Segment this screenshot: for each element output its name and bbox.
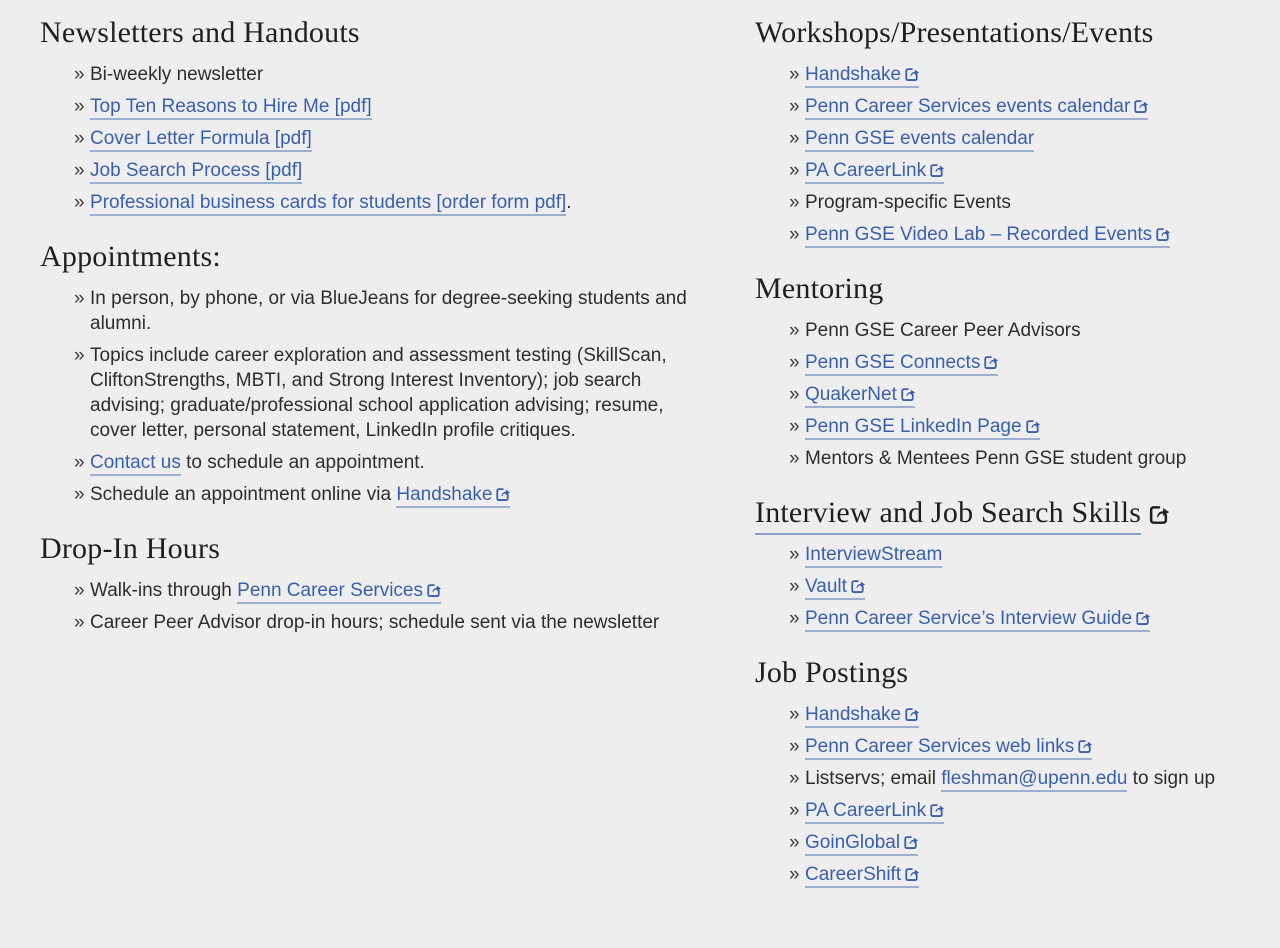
list-bullet-icon: » (789, 64, 800, 85)
list-item (789, 158, 1240, 183)
external-link-icon (1148, 503, 1169, 524)
list-bullet-icon: » (789, 704, 800, 725)
list-bullet-icon: » (74, 580, 85, 601)
link-text: Penn Career Services (237, 580, 424, 601)
list-item (74, 578, 711, 603)
section-heading: Drop-In Hours (40, 532, 221, 565)
section-heading-text: Interview and Job Search Skills (755, 496, 1141, 535)
list-item (789, 382, 1240, 407)
section-heading: Mentoring (755, 272, 884, 305)
link-text: Handshake (805, 704, 902, 725)
external-link-icon (904, 866, 919, 881)
section-list (40, 286, 711, 507)
link-text: Top Ten Reasons to Hire Me [pdf] (90, 96, 372, 117)
external-link-icon (904, 66, 919, 81)
link-text: Handshake (396, 484, 493, 505)
text-segment: . (566, 192, 572, 213)
link[interactable] (90, 192, 566, 216)
external-link-icon (426, 582, 441, 597)
list-item (789, 862, 1240, 887)
link[interactable] (90, 128, 312, 152)
list-bullet-icon: » (789, 864, 800, 885)
list-item (789, 446, 1240, 471)
external-link-icon (900, 386, 915, 401)
link[interactable] (805, 608, 1150, 632)
link[interactable] (805, 576, 865, 600)
list-bullet-icon: » (789, 736, 800, 757)
link[interactable] (396, 484, 510, 508)
external-link-icon (1135, 610, 1150, 625)
link[interactable] (805, 800, 944, 824)
link[interactable] (805, 416, 1040, 440)
list-bullet-icon: » (74, 128, 85, 149)
text-segment: to sign up (1127, 768, 1216, 789)
list-item (789, 798, 1240, 823)
section-heading: Newsletters and Handouts (40, 16, 360, 49)
link[interactable] (90, 96, 372, 120)
list-bullet-icon: » (789, 160, 800, 181)
link-text: Vault (805, 576, 847, 597)
text-segment: Topics include career exploration and assessment testing (SkillScan, CliftonStrengths, MBTI, and Strong Interest Inventory); job search advising; graduate/professional school application advising; resume, cover letter, personal statement, LinkedIn profile critiques. (90, 345, 667, 441)
list-item (74, 158, 711, 183)
section-list (755, 702, 1240, 887)
list-item (74, 94, 711, 119)
list-item (789, 574, 1240, 599)
link-text: GoinGlobal (805, 832, 901, 853)
link[interactable] (805, 128, 1034, 152)
list-bullet-icon: » (789, 576, 800, 597)
list-item (74, 482, 711, 507)
external-link-icon (1025, 418, 1040, 433)
link-text: Penn GSE Connects (805, 352, 981, 373)
list-bullet-icon: » (789, 768, 800, 789)
list-item (789, 350, 1240, 375)
section-heading (755, 496, 1240, 530)
external-link-icon (904, 706, 919, 721)
link-text: fleshman@upenn.edu (941, 768, 1128, 789)
link[interactable] (805, 224, 1170, 248)
external-link-icon (929, 802, 944, 817)
list-item (74, 610, 711, 635)
link-text: Penn GSE LinkedIn Page (805, 416, 1022, 437)
list-item (789, 766, 1240, 791)
link-text: Handshake (805, 64, 902, 85)
external-link-icon (983, 354, 998, 369)
text-segment: Mentors & Mentees Penn GSE student group (805, 448, 1187, 469)
link[interactable] (941, 768, 1127, 792)
list-bullet-icon: » (789, 352, 800, 373)
section-list (755, 542, 1240, 631)
list-item (789, 126, 1240, 151)
list-item (789, 606, 1240, 631)
link[interactable] (805, 544, 942, 568)
text-segment: Career Peer Advisor drop-in hours; schedule sent via the newsletter (90, 612, 660, 633)
list-bullet-icon: » (74, 484, 85, 505)
external-link-icon (903, 834, 918, 849)
list-bullet-icon: » (789, 320, 800, 341)
list-bullet-icon: » (74, 160, 85, 181)
link-text: Penn Career Services events calendar (805, 96, 1131, 117)
list-bullet-icon: » (74, 192, 85, 213)
link[interactable] (805, 736, 1092, 760)
list-item (74, 190, 711, 215)
list-bullet-icon: » (789, 224, 800, 245)
list-item (789, 62, 1240, 87)
list-bullet-icon: » (74, 64, 85, 85)
list-bullet-icon: » (789, 416, 800, 437)
link[interactable] (805, 704, 919, 728)
list-item (789, 94, 1240, 119)
section-list (40, 578, 711, 635)
list-bullet-icon: » (74, 288, 85, 309)
external-link-icon (850, 578, 865, 593)
link-text: QuakerNet (805, 384, 897, 405)
external-link-icon (495, 486, 510, 501)
list-bullet-icon: » (74, 345, 85, 366)
list-bullet-icon: » (789, 192, 800, 213)
link-text: Cover Letter Formula [pdf] (90, 128, 312, 149)
list-item (789, 190, 1240, 215)
text-segment: In person, by phone, or via BlueJeans for degree-seeking students and alumni. (90, 288, 687, 334)
external-link-icon (1077, 738, 1092, 753)
text-segment: Penn GSE Career Peer Advisors (805, 320, 1081, 341)
link[interactable] (90, 160, 302, 184)
text-segment: Program-specific Events (805, 192, 1011, 213)
list-bullet-icon: » (789, 800, 800, 821)
list-item (789, 222, 1240, 247)
link-text: Penn GSE events calendar (805, 128, 1035, 149)
list-bullet-icon: » (789, 384, 800, 405)
section-heading: Job Postings (755, 656, 909, 689)
link-text: Penn GSE Video Lab – Recorded Events (805, 224, 1153, 245)
link[interactable] (805, 64, 919, 88)
link-text: Job Search Process [pdf] (90, 160, 303, 181)
external-link-icon (1155, 226, 1170, 241)
external-link-icon (929, 162, 944, 177)
list-item (789, 702, 1240, 727)
text-segment: Walk-ins through (90, 580, 238, 601)
list-item (789, 318, 1240, 343)
external-link-icon (1133, 98, 1148, 113)
list-bullet-icon: » (789, 832, 800, 853)
section-list (40, 62, 711, 215)
text-segment: to schedule an appointment. (180, 452, 425, 473)
list-bullet-icon: » (789, 128, 800, 149)
link-text: InterviewStream (805, 544, 943, 565)
list-item (74, 286, 711, 336)
list-item (74, 126, 711, 151)
section-heading: Appointments: (40, 240, 221, 273)
link-text: PA CareerLink (805, 800, 927, 821)
link-text: PA CareerLink (805, 160, 927, 181)
link[interactable] (805, 384, 915, 408)
link[interactable] (237, 580, 441, 604)
text-segment: Bi-weekly newsletter (90, 64, 264, 85)
list-bullet-icon: » (789, 96, 800, 117)
section-list (755, 62, 1240, 247)
link[interactable] (805, 96, 1148, 120)
text-segment: Schedule an appointment online via (90, 484, 397, 505)
list-item (789, 830, 1240, 855)
link[interactable] (805, 352, 998, 376)
section-heading-link[interactable] (755, 496, 1169, 529)
link-text: CareerShift (805, 864, 902, 885)
link[interactable] (805, 160, 944, 184)
text-segment: Listservs; email (805, 768, 942, 789)
list-bullet-icon: » (789, 544, 800, 565)
list-bullet-icon: » (74, 96, 85, 117)
link[interactable] (805, 832, 918, 856)
column-right (755, 16, 1240, 894)
link-text: Contact us (90, 452, 181, 473)
section-list (755, 318, 1240, 471)
link-text: Professional business cards for students [order form pdf] (90, 192, 567, 213)
link-text: Penn Career Service’s Interview Guide (805, 608, 1133, 629)
list-item (789, 542, 1240, 567)
link[interactable] (805, 864, 919, 888)
list-bullet-icon: » (74, 612, 85, 633)
list-bullet-icon: » (74, 452, 85, 473)
list-item (789, 414, 1240, 439)
list-item (74, 62, 711, 87)
column-left (40, 16, 711, 894)
section-heading: Workshops/Presentations/Events (755, 16, 1154, 49)
list-bullet-icon: » (789, 448, 800, 469)
link[interactable] (90, 452, 181, 476)
list-item (789, 734, 1240, 759)
list-item (74, 343, 711, 443)
link-text: Penn Career Services web links (805, 736, 1075, 757)
list-bullet-icon: » (789, 608, 800, 629)
list-item (74, 450, 711, 475)
